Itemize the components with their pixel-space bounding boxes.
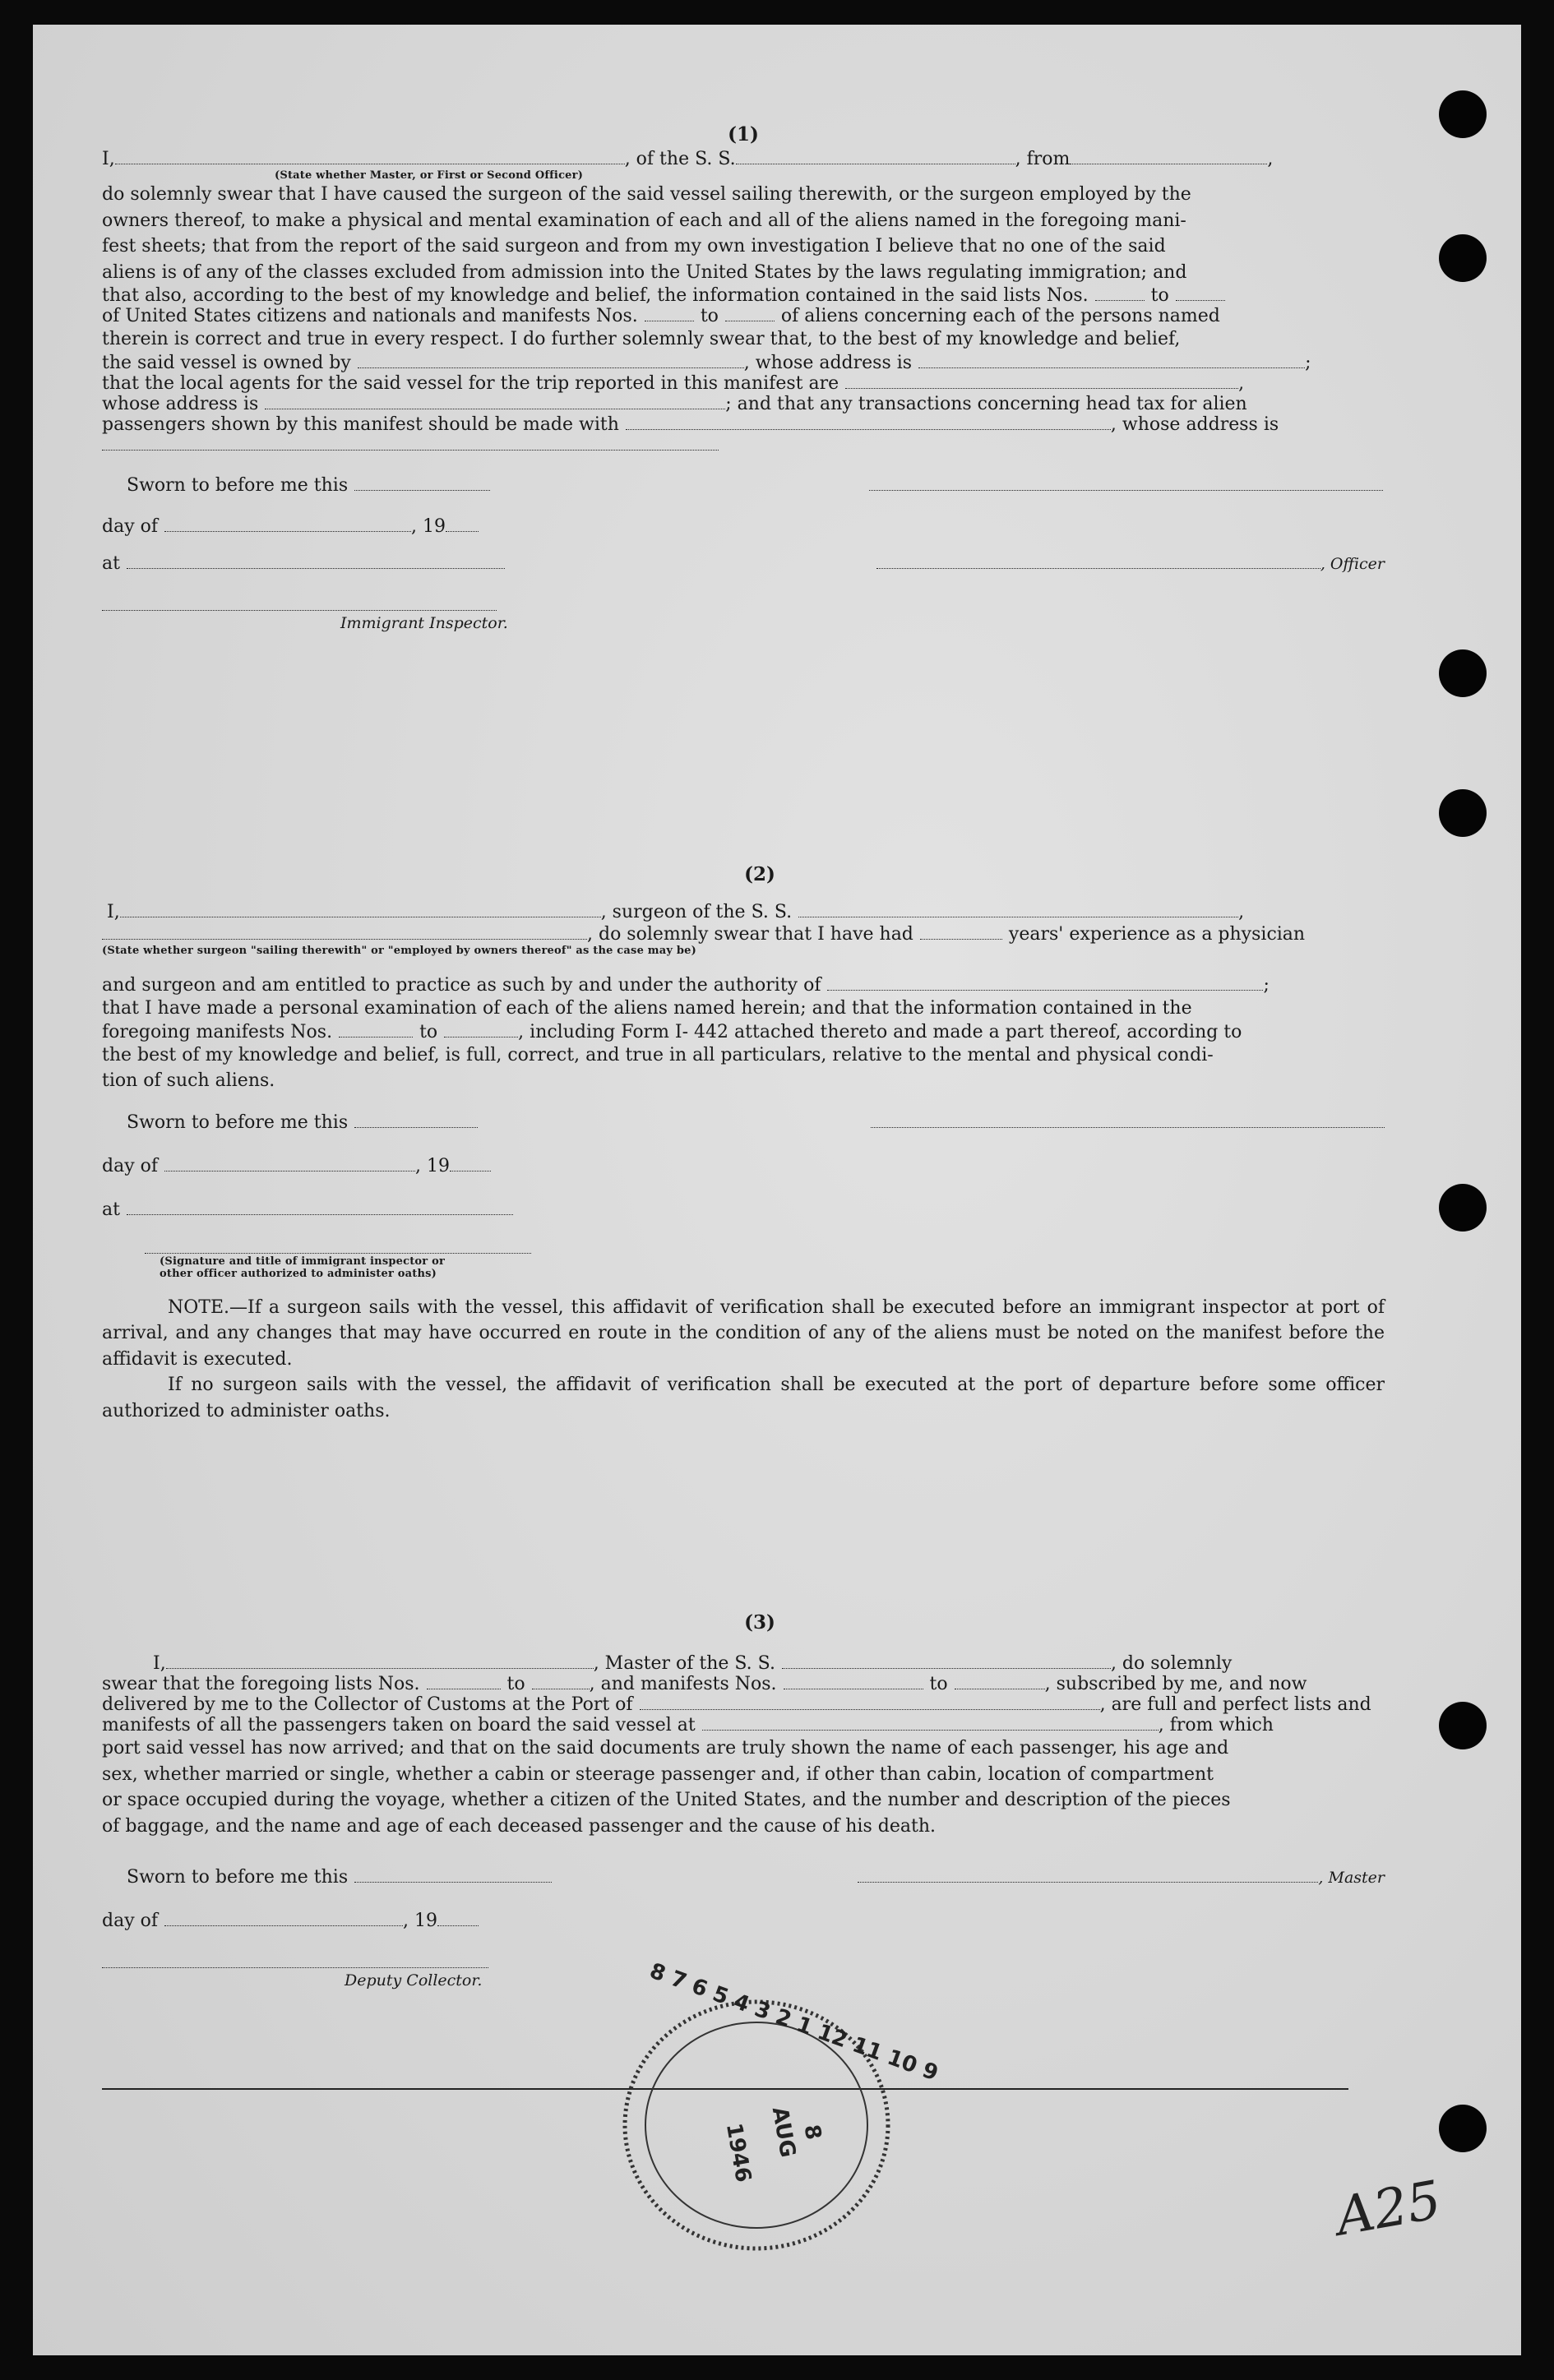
manifest-from-field[interactable] [339,1022,413,1037]
signature-caption: other officer authorized to administer oaths) [160,1267,437,1280]
section-number: (2) [744,863,775,885]
handwritten-annotation: A25 [1331,2170,1446,2248]
surgeon-signature-line[interactable] [871,1112,1385,1128]
manifest-to-field[interactable] [444,1022,518,1037]
text: at [102,552,120,574]
year-field[interactable] [437,1911,479,1926]
text: , 19 [415,1155,450,1176]
at-field[interactable] [127,553,505,569]
affidavit-section-2 [102,863,1385,1424]
text: , [1238,372,1245,394]
text: that the local agents for the said vessel for the trip reported in this manifest are [102,372,839,394]
text: day of [102,515,159,537]
text: manifests of all the passengers taken on board the said vessel at [102,1715,696,1735]
master-signature-line[interactable] [858,1867,1318,1883]
paragraph-line: owners thereof, to make a physical and mental examination of each and all of the aliens named in the foregoing mani- [102,210,1186,231]
stamp-year: 1946 [720,2121,756,2184]
note-paragraph: If no surgeon sails with the vessel, the affidavit of verification shall be executed at the port of departure before some officer authorized to administer oaths. [102,1375,1385,1421]
sworn-date-field[interactable] [354,1112,478,1128]
text: years' experience as a physician [1008,924,1306,945]
text: Sworn to before me this [127,474,349,496]
affidavit-section-1 [102,123,1385,632]
paragraph-line: that I have made a personal examination of each of the aliens named herein; and that the information contained in the [102,998,1192,1019]
owner-address-field[interactable] [918,353,1305,368]
text: , 19 [403,1911,437,1931]
punch-hole [1439,1702,1487,1749]
text: that also, according to the best of my knowledge and belief, the information contained in the said lists Nos. [102,285,1089,306]
day-of-field[interactable] [164,1911,403,1926]
signature-caption: (Signature and title of immigrant inspector or [160,1255,445,1268]
text: day of [102,1911,159,1931]
ship-name-field[interactable] [782,1653,1111,1669]
text: foregoing manifests Nos. [102,1021,333,1042]
inspector-label: Immigrant Inspector. [340,613,508,632]
field-caption: (State whether Master, or First or Second Officer) [275,169,584,182]
paragraph-line: sex, whether married or single, whether a cabin or steerage passenger and, if other than cabin, location of compartment [102,1763,1214,1785]
text: to [929,1674,948,1694]
text: ; and that any transactions concerning head tax for alien [725,393,1247,414]
punch-hole [1439,789,1487,837]
text: ; [1305,352,1311,373]
text: ; [1263,975,1270,996]
paragraph-line: or space occupied during the voyage, whether a citizen of the United States, and the number and description of the pieces [102,1790,1231,1810]
surgeon-name-field[interactable] [120,902,601,917]
officer-name-field[interactable] [115,149,625,164]
text: delivered by me to the Collector of Customs at the Port of [102,1694,633,1715]
text: , whose address is [743,352,913,373]
inspector-signature-line[interactable] [102,595,497,611]
head-tax-agent-field[interactable] [626,414,1111,430]
day-of-field[interactable] [164,1156,415,1172]
paragraph-line: fest sheets; that from the report of the said surgeon and from my own investigation I believe that no one of the said [102,236,1166,256]
text: whose address is [102,393,259,414]
officer-label: , Officer [1320,554,1385,573]
text: , 19 [411,515,446,537]
text: , [1238,902,1245,922]
field-caption: (State whether surgeon "sailing therewith" or "employed by owners thereof" as the case may be) [102,945,696,957]
sworn-date-field[interactable] [354,475,490,491]
section-number: (3) [744,1611,775,1634]
manifest-to-field[interactable] [955,1674,1045,1689]
text: , [1267,149,1274,169]
text: , from [1015,149,1071,169]
at-field[interactable] [127,1199,513,1215]
surgeon-status-field[interactable] [102,924,587,940]
officer-signature-line[interactable] [869,475,1383,491]
from-port-field[interactable] [1070,149,1267,164]
collector-label: Deputy Collector. [345,1971,483,1989]
authority-field[interactable] [827,975,1263,991]
year-field[interactable] [446,516,479,532]
text: at [102,1199,120,1220]
text: the said vessel is owned by [102,352,351,373]
affidavit-section-3 [102,1611,1385,1989]
paragraph-line: port said vessel has now arrived; and that on the said documents are truly shown the name of each passenger, his age and [102,1738,1229,1758]
text: , do solemnly [1110,1653,1233,1674]
text: , surgeon of the S. S. [600,902,793,922]
head-tax-address-field[interactable] [102,435,719,451]
text: , whose address is [1110,414,1279,435]
officer-line[interactable] [876,553,1320,569]
agents-field[interactable] [845,373,1238,389]
inspector-signature-line[interactable] [145,1238,531,1254]
text: passengers shown by this manifest should be made with [102,414,619,435]
text: , are full and perfect lists and [1099,1694,1371,1715]
departure-port-field[interactable] [702,1715,1159,1731]
lists-from-field[interactable] [427,1674,501,1689]
years-experience-field[interactable] [920,924,1002,940]
lists-to-field[interactable] [532,1674,590,1689]
master-name-field[interactable] [166,1653,594,1669]
text: to [506,1674,525,1694]
punch-hole [1439,90,1487,138]
stamp-day: 8 [798,2123,826,2142]
text: of aliens concerning each of the persons named [780,306,1220,326]
text: to [700,306,719,326]
date-stamp [608,1958,941,2261]
year-field[interactable] [450,1156,491,1172]
text: to [1150,285,1169,306]
stamp-hours: 8 7 6 5 4 3 2 1 12 11 10 9 [646,1958,941,2087]
text: , Master of the S. S. [593,1653,775,1674]
text: Sworn to before me this [127,1867,349,1888]
lists-from-field[interactable] [1095,285,1145,301]
text: Sworn to before me this [127,1111,349,1133]
punch-hole [1439,1184,1487,1232]
collector-signature-line[interactable] [102,1953,488,1968]
lists-to-field[interactable] [1176,285,1225,301]
paragraph-line: of baggage, and the name and age of each deceased passenger and the cause of his death. [102,1815,936,1837]
text: I, [153,1653,166,1674]
text: I, [102,149,115,169]
owner-field[interactable] [358,353,744,368]
text: day of [102,1155,159,1176]
text: to [419,1021,438,1042]
port-field[interactable] [640,1694,1100,1710]
paragraph-line: the best of my knowledge and belief, is full, correct, and true in all particulars, relative to the mental and physical condi- [102,1044,1214,1065]
text: , and manifests Nos. [589,1674,777,1694]
paragraph-line: tion of such aliens. [102,1070,275,1091]
text: I, [107,902,120,922]
paragraph-line: therein is correct and true in every respect. I do further solemnly swear that, to the best of my knowledge and belief, [102,329,1181,349]
paragraph-line: do solemnly swear that I have caused the surgeon of the said vessel sailing therewith, or the surgeon employed by the [102,184,1191,205]
ship-name-field[interactable] [736,149,1015,164]
punch-hole [1439,234,1487,282]
manifest-from-field[interactable] [784,1674,923,1689]
section-number: (1) [728,123,759,146]
text: , including Form I- 442 attached thereto and made a part thereof, according to [518,1021,1242,1042]
text: of United States citizens and nationals and manifests Nos. [102,306,638,326]
punch-hole [1439,649,1487,697]
master-label: , Master [1318,1869,1385,1887]
text: , do solemnly swear that I have had [587,924,913,945]
text: and surgeon and am entitled to practice as such by and under the authority of [102,975,821,996]
day-of-field[interactable] [164,516,411,532]
sworn-date-field[interactable] [354,1867,552,1883]
text: , from which [1158,1715,1274,1735]
text: , of the S. S. [624,149,736,169]
text: , subscribed by me, and now [1044,1674,1307,1694]
manifest-from-field[interactable] [645,306,694,321]
manifest-page [33,25,1521,2355]
paragraph-line: aliens is of any of the classes excluded from admission into the United States by the laws regulating immigration; and [102,261,1187,283]
stamp-month: AUG [766,2105,801,2160]
note-paragraph: NOTE.—If a surgeon sails with the vessel, this affidavit of verification shall be executed before an immigrant inspector at port of arrival, and any changes that may have occurred en route in the condition of any of the aliens must be noted on the manifest before the affidavit is executed. [102,1296,1385,1370]
punch-hole [1439,2105,1487,2152]
agents-address-field[interactable] [265,394,725,409]
text: swear that the foregoing lists Nos. [102,1674,420,1694]
manifest-to-field[interactable] [725,306,775,321]
surgeon-ship-field[interactable] [798,902,1238,917]
